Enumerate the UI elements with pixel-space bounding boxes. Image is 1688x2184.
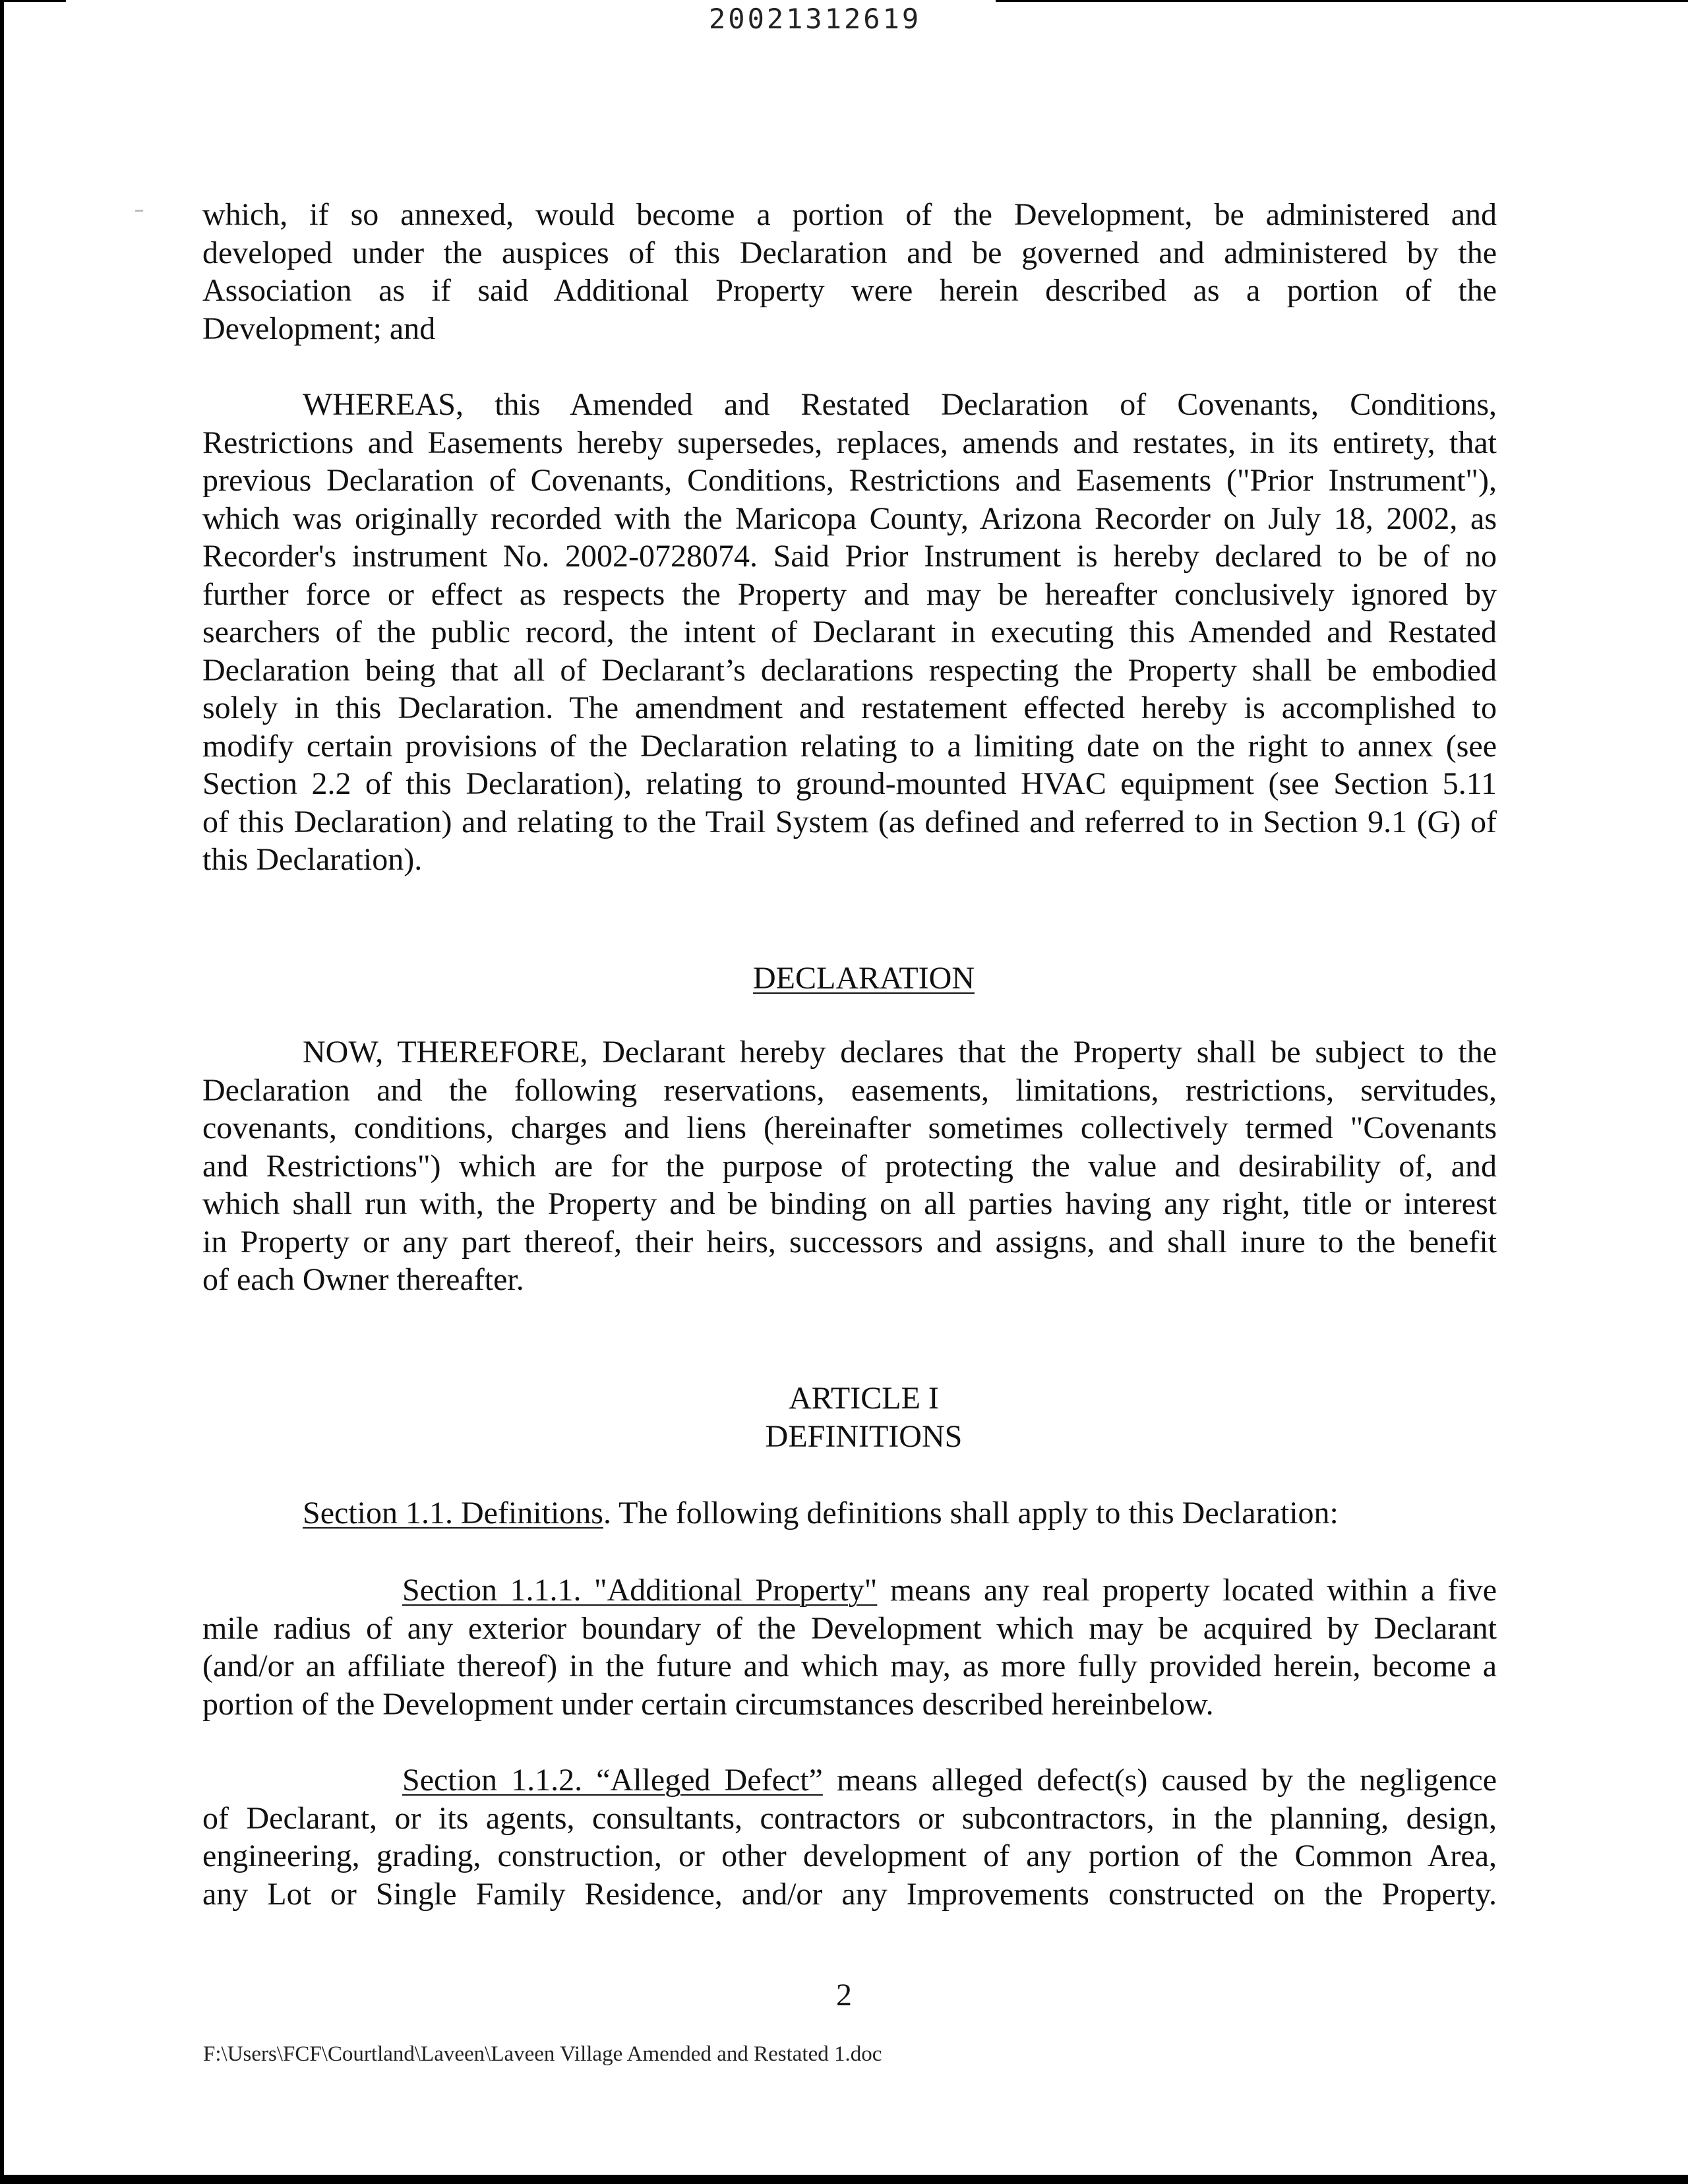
- recorder-document-number: 20021312619: [709, 3, 922, 35]
- text-line: and Restrictions") which are for the purpose of protecting the value and desirability of, and: [202, 1148, 1497, 1184]
- section-1-1-2: [202, 1761, 1497, 1913]
- declaration-heading: [20, 959, 1688, 997]
- whereas-paragraph: [202, 386, 1497, 879]
- text-line: this Declaration).: [202, 842, 423, 877]
- section-1-1-1: [202, 1571, 1497, 1723]
- section-1-1-1-first-line: means any real property located within a five: [877, 1573, 1497, 1608]
- text-line: developed under the auspices of this Declaration and be governed and administered by the: [202, 235, 1497, 270]
- section-1-1-2-first-line: means alleged defect(s) caused by the negligence: [822, 1763, 1497, 1798]
- text-line: (and/or an affiliate thereof) in the future and which may, as more fully provided herein, become a: [202, 1649, 1497, 1684]
- top-rule-right: [996, 0, 1688, 2]
- section-1-1-1-label: Section 1.1.1. "Additional Property": [402, 1573, 878, 1608]
- article-number: ARTICLE I: [789, 1381, 939, 1416]
- declaration-heading-text: DECLARATION: [753, 961, 975, 996]
- text-line: of each Owner thereafter.: [202, 1262, 524, 1297]
- article-title: DEFINITIONS: [765, 1419, 963, 1454]
- text-line: of this Declaration) and relating to the Trail System (as defined and referred to in Section 9.1 (G) of: [202, 804, 1497, 839]
- file-path-footer: F:\Users\FCF\Courtland\Laveen\Laveen Village Amended and Restated 1.doc: [203, 2042, 882, 2066]
- text-line: Section 2.2 of this Declaration), relating to ground-mounted HVAC equipment (see Section 5.11: [202, 766, 1497, 801]
- section-1-1-2-label: Section 1.1.2. “Alleged Defect”: [402, 1763, 823, 1798]
- text-line: [303, 1494, 1497, 1532]
- top-rule-left: [0, 0, 66, 2]
- scan-speck: [135, 210, 143, 212]
- text-line: NOW, THEREFORE, Declarant hereby declares that the Property shall be subject to the: [303, 1035, 1497, 1070]
- text-line: Declaration and the following reservations, easements, limitations, restrictions, servitudes,: [202, 1072, 1497, 1108]
- text-line: in Property or any part thereof, their heirs, successors and assigns, and shall inure to the benefit: [202, 1224, 1497, 1259]
- scan-bottom-border: [0, 2175, 1688, 2184]
- text-line: portion of the Development under certain circumstances described hereinbelow.: [202, 1686, 1214, 1722]
- text-line: previous Declaration of Covenants, Conditions, Restrictions and Easements ("Prior Instrument"),: [202, 463, 1497, 498]
- text-line: [202, 1571, 1497, 1610]
- section-1-1-label: Section 1.1. Definitions: [303, 1496, 603, 1531]
- text-line: which, if so annexed, would become a portion of the Development, be administered and: [202, 197, 1497, 232]
- text-line: modify certain provisions of the Declaration relating to a limiting date on the right to annex (see: [202, 728, 1497, 764]
- text-line: which was originally recorded with the Maricopa County, Arizona Recorder on July 18, 2002, as: [202, 501, 1497, 536]
- text-line: any Lot or Single Family Residence, and/or any Improvements constructed on the Property.: [202, 1876, 1497, 1912]
- text-line: Development; and: [202, 311, 436, 346]
- text-line: [202, 1761, 1497, 1800]
- text-line: WHEREAS, this Amended and Restated Declaration of Covenants, Conditions,: [303, 387, 1497, 422]
- section-1-1-text: . The following definitions shall apply to this Declaration:: [603, 1496, 1339, 1531]
- text-line: engineering, grading, construction, or other development of any portion of the Common Area,: [202, 1838, 1497, 1873]
- page-number: 2: [836, 1978, 852, 2013]
- text-line: of Declarant, or its agents, consultants, contractors or subcontractors, in the planning, design,: [202, 1800, 1497, 1836]
- text-line: Association as if said Additional Property were herein described as a portion of the: [202, 273, 1497, 308]
- text-line: which shall run with, the Property and be binding on all parties having any right, title or interest: [202, 1186, 1497, 1221]
- text-line: searchers of the public record, the intent of Declarant in executing this Amended and Restated: [202, 615, 1497, 650]
- text-line: Recorder's instrument No. 2002-0728074. Said Prior Instrument is hereby declared to be of no: [202, 539, 1497, 574]
- text-line: Restrictions and Easements hereby supersedes, replaces, amends and restates, in its entirety, that: [202, 425, 1497, 460]
- text-line: covenants, conditions, charges and liens (hereinafter sometimes collectively termed "Covenants: [202, 1110, 1497, 1145]
- text-line: Declaration being that all of Declarant’s declarations respecting the Property shall be embodied: [202, 652, 1497, 688]
- paragraph-continuation: [202, 196, 1497, 348]
- text-line: solely in this Declaration. The amendment and restatement effected hereby is accomplished to: [202, 690, 1497, 725]
- text-line: further force or effect as respects the Property and may be hereafter conclusively ignored by: [202, 576, 1497, 612]
- now-therefore-paragraph: [202, 1033, 1497, 1299]
- text-line: mile radius of any exterior boundary of the Development which may be acquired by Declarant: [202, 1610, 1497, 1646]
- section-1-1: [303, 1494, 1497, 1532]
- scan-left-border: [0, 0, 4, 2184]
